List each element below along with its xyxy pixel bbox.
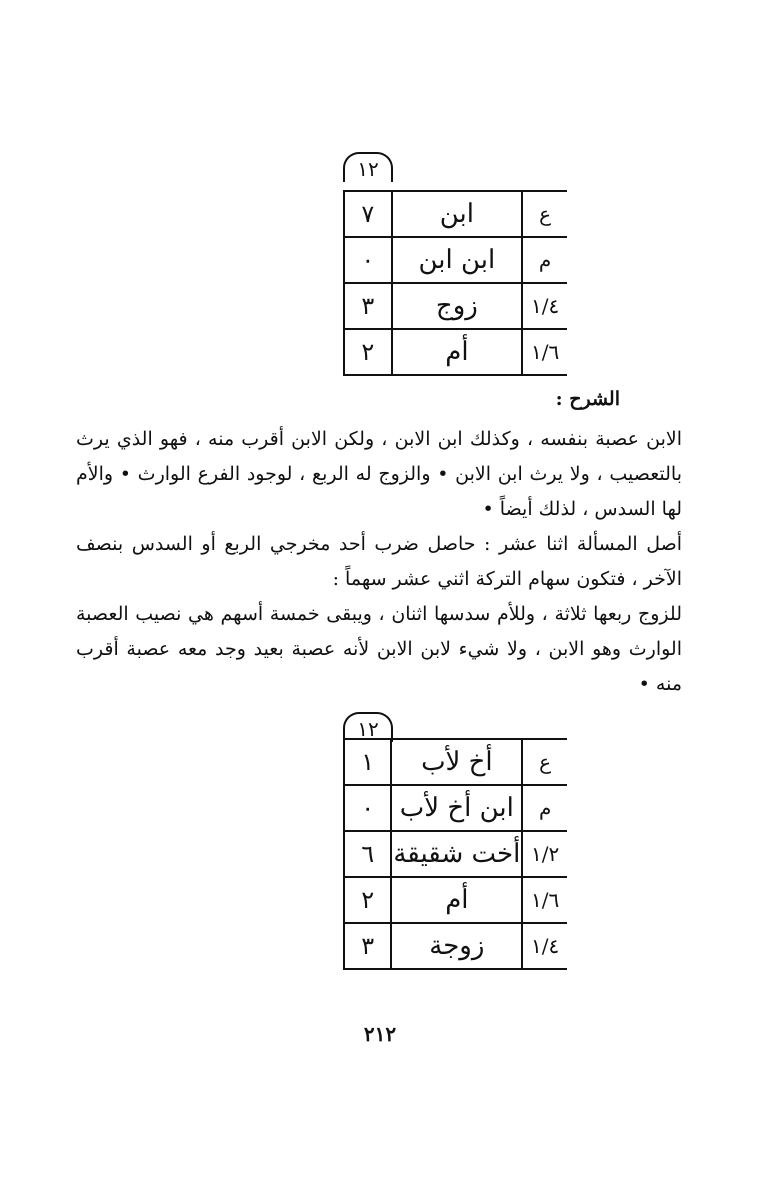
share-value: ٦ <box>344 831 391 877</box>
share-value: ٣ <box>344 283 392 329</box>
share-fraction: م <box>522 237 567 283</box>
share-fraction: ١/٦ <box>522 877 567 923</box>
heir-name: أخت شقيقة <box>391 831 522 877</box>
heir-name: زوجة <box>391 923 522 969</box>
table1-base: ١٢ <box>343 152 393 182</box>
section-heading: الشرح : <box>555 388 620 410</box>
heir-name: أم <box>392 329 523 375</box>
share-fraction: ١/٢ <box>522 831 567 877</box>
share-value: ٠ <box>344 237 392 283</box>
share-value: ٧ <box>344 191 392 237</box>
table-row <box>344 831 567 877</box>
page-number: ٢١٢ <box>363 1022 397 1046</box>
table-row <box>344 923 567 969</box>
table-row <box>344 739 567 785</box>
share-value: ٢ <box>344 877 391 923</box>
heir-name: ابن أخ لأب <box>391 785 522 831</box>
table-row <box>344 785 567 831</box>
share-value: ٢ <box>344 329 392 375</box>
explanation-text <box>76 422 682 702</box>
share-fraction: ١/٦ <box>522 329 567 375</box>
table-row <box>344 191 567 237</box>
heir-name: أخ لأب <box>391 739 522 785</box>
heir-name: ابن ابن <box>392 237 523 283</box>
share-value: ١ <box>344 739 391 785</box>
share-fraction: ١/٤ <box>522 283 567 329</box>
table-row <box>344 329 567 375</box>
table2-base: ١٢ <box>343 712 393 742</box>
paragraph: الابن عصبة بنفسه ، وكذلك ابن الابن ، ولكن الابن أقرب منه ، فهو الذي يرث بالتعصيب ، ولا يرث ابن الابن • والزوج له الربع ، لوجود الفرع الوارث • والأم لها السدس ، لذلك أيضاً • <box>76 428 682 520</box>
heir-name: أم <box>391 877 522 923</box>
heir-name: ابن <box>392 191 523 237</box>
inheritance-table-2 <box>343 738 567 970</box>
inheritance-table-1 <box>343 190 567 376</box>
share-fraction: ١/٤ <box>522 923 567 969</box>
table-row <box>344 877 567 923</box>
paragraph: للزوج ربعها ثلاثة ، وللأم سدسها اثنان ، ويبقى خمسة أسهم هي نصيب العصبة الوارث وهو الابن ، ولا شيء لابن الابن لأنه عصبة بعيد وجد معه عصبة أقرب منه • <box>76 603 682 695</box>
share-fraction: م <box>522 785 567 831</box>
share-value: ٣ <box>344 923 391 969</box>
share-fraction: ع <box>522 739 567 785</box>
table-row <box>344 237 567 283</box>
share-fraction: ع <box>522 191 567 237</box>
heir-name: زوج <box>392 283 523 329</box>
share-value: ٠ <box>344 785 391 831</box>
table-row <box>344 283 567 329</box>
paragraph: أصل المسألة اثنا عشر : حاصل ضرب أحد مخرجي الربع أو السدس بنصف الآخر ، فتكون سهام التركة اثني عشر سهماً : <box>76 533 682 590</box>
